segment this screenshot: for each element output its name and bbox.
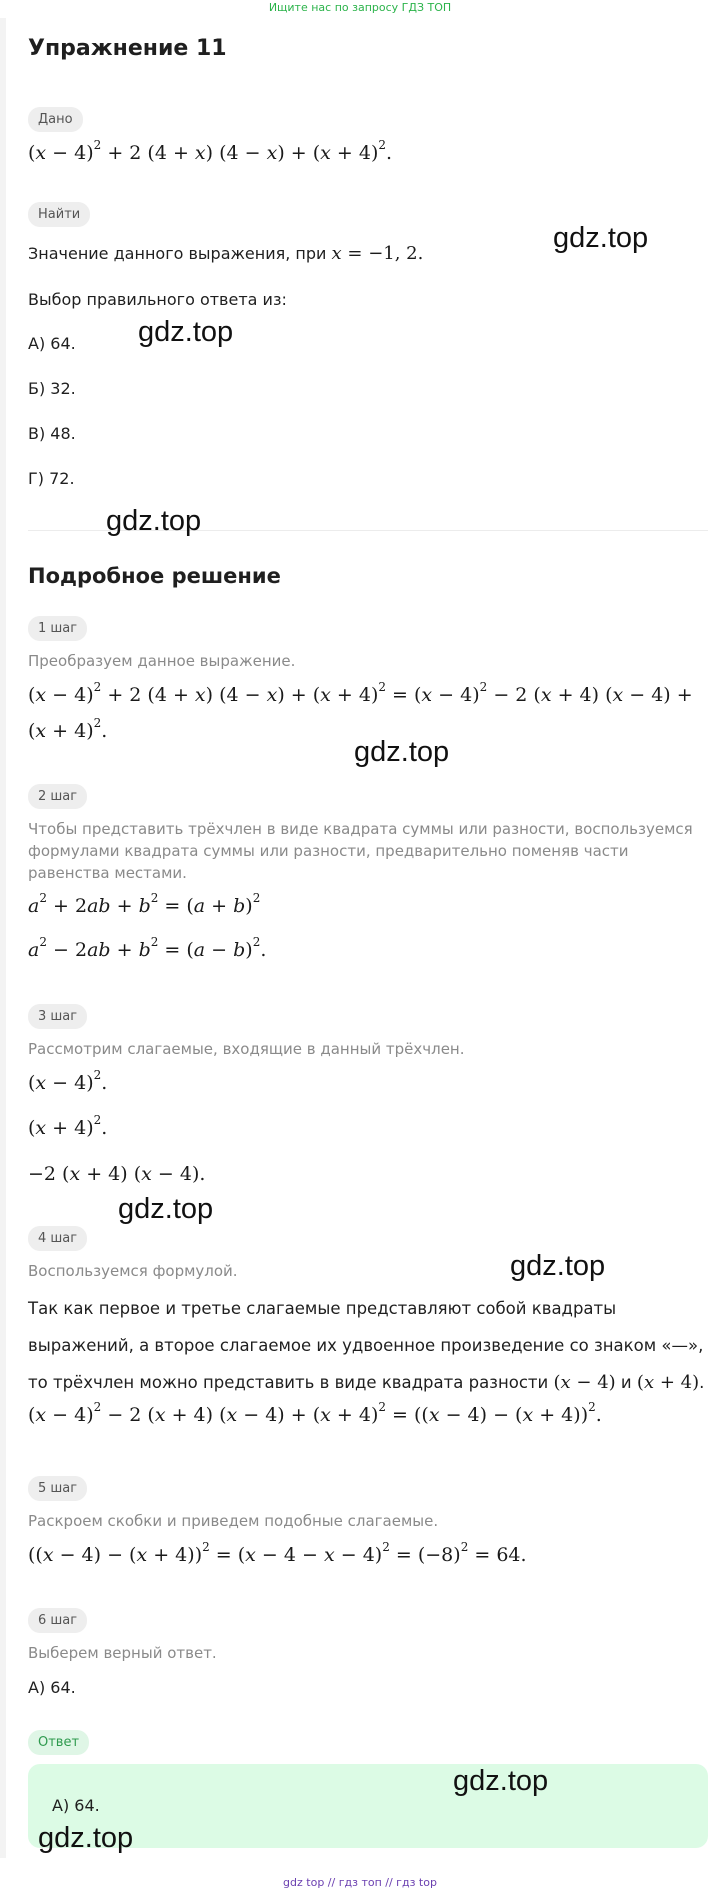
step-3-line-1: $(x - 4)^2$. <box>28 1068 108 1094</box>
option-a: А) 64. <box>28 334 76 353</box>
step-3-badge: 3 шаг <box>28 1004 87 1029</box>
watermark: gdz.top <box>138 316 234 348</box>
step-2-badge: 2 шаг <box>28 784 87 809</box>
answer-value: А) 64. <box>52 1796 100 1815</box>
step-5-badge: 5 шаг <box>28 1476 87 1501</box>
step-5-line-1: $((x - 4) - (x + 4))^2 = (x - 4 - x - 4)^2 = (-8)^2 = 64$. <box>28 1540 527 1566</box>
step-2-caption: Чтобы представить трёхчлен в виде квадрата суммы или разности, воспользуемся формулами квадрата суммы или разности, предварительно поменяв части равенства местами. <box>28 820 693 882</box>
solution-title: Подробное решение <box>28 564 281 588</box>
option-d: Г) 72. <box>28 469 75 488</box>
left-border <box>0 18 6 1858</box>
step-3-caption: Рассмотрим слагаемые, входящие в данный трёхчлен. <box>28 1040 465 1058</box>
step-2-line-1: $a^2 + 2ab + b^2 = (a + b)^2$ <box>28 891 261 917</box>
find-badge: Найти <box>28 202 90 227</box>
given-badge: Дано <box>28 107 83 132</box>
footer-text: gdz top // гдз топ // гдз top <box>283 1876 437 1889</box>
watermark: gdz.top <box>106 505 202 537</box>
step-4-caption: Воспользуемся формулой. <box>28 1262 238 1280</box>
step-5-caption: Раскроем скобки и приведем подобные слагаемые. <box>28 1512 439 1530</box>
choice-intro: Выбор правильного ответа из: <box>28 290 287 309</box>
given-expression: $(x - 4)^2 + 2$ (4 + x) $(4 - x) + (x + 4)^2$. <box>28 138 393 164</box>
step-1-line-2: $(x + 4)^2$. <box>28 716 108 742</box>
answer-badge: Ответ <box>28 1730 89 1755</box>
step-1-line-1: $(x - 4)^2 + 2$ (4 + x) $(4 - x) + (x + 4)^2 = (x - 4)^2 - 2$ (x + 4) (x − 4) + <box>28 680 693 706</box>
step-4-line-1: $(x - 4)^2 - 2$ (x + 4) $(x - 4) + (x + 4)^2 = ((x - 4) - (x + 4))^2$. <box>28 1400 602 1426</box>
find-text: Значение данного выражения, при x = −1, 2. <box>28 243 424 264</box>
step-3-line-3: −2 (x + 4) (x − 4). <box>28 1163 206 1185</box>
watermark: gdz.top <box>354 736 450 768</box>
step-3-line-2: $(x + 4)^2$. <box>28 1113 108 1139</box>
option-c: В) 48. <box>28 424 76 443</box>
step-6-line-1: А) 64. <box>28 1678 76 1697</box>
step-4-text: Так как первое и третье слагаемые представляют собой квадраты выражений, а второе слагаемое их удвоенное произведение со знаком «—», то трёхчлен можно представить в виде квадрата разности (x − 4) и (x + 4). <box>28 1299 705 1393</box>
step-4-badge: 4 шаг <box>28 1226 87 1251</box>
step-2-line-2: $a^2 - 2ab + b^2 = (a - b)^2$. <box>28 935 267 961</box>
step-6-caption: Выберем верный ответ. <box>28 1644 217 1662</box>
watermark: gdz.top <box>38 1822 134 1854</box>
page-title: Упражнение 11 <box>28 36 227 61</box>
watermark: gdz.top <box>510 1250 606 1282</box>
watermark: gdz.top <box>553 222 649 254</box>
step-1-badge: 1 шаг <box>28 616 87 641</box>
top-search-note: Ищите нас по запросу ГДЗ ТОП <box>268 1 452 14</box>
step-6-badge: 6 шаг <box>28 1608 87 1633</box>
step-1-caption: Преобразуем данное выражение. <box>28 652 296 670</box>
watermark: gdz.top <box>453 1765 549 1797</box>
watermark: gdz.top <box>118 1193 214 1225</box>
option-b: Б) 32. <box>28 379 76 398</box>
